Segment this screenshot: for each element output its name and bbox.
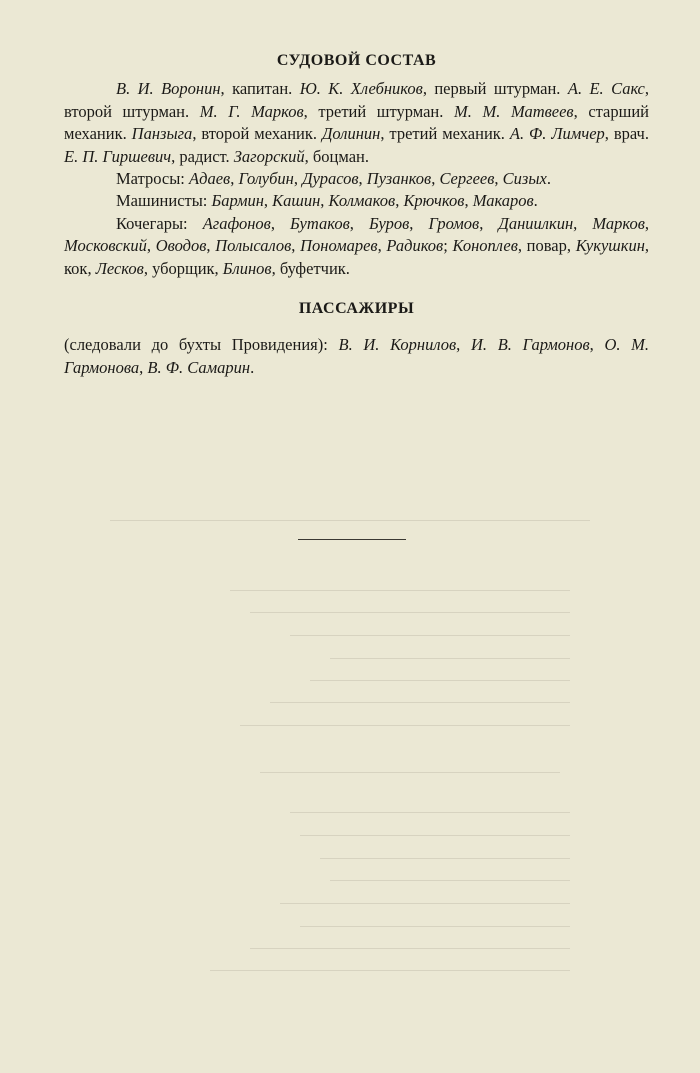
person-name: Громов: [428, 213, 480, 233]
person-name: Полысалов: [215, 236, 292, 256]
name-list: Бармин, Кашин, Колмаков, Крючков, Макаров: [211, 191, 534, 211]
person-name: Адаев: [189, 169, 231, 189]
officer-role: , старший механик.: [64, 101, 650, 144]
officer-role: , третий штурман.: [303, 101, 454, 121]
staff-name: Лесков: [95, 258, 144, 278]
machinists-paragraph: Машинисты: Бармин, Кашин, Колмаков, Крючков, Макаров.: [116, 191, 538, 211]
officer-name: А. Ф. Лимчер: [509, 124, 605, 144]
person-name: В. Ф. Самарин: [147, 357, 251, 377]
officer-role: , второй штурман.: [64, 79, 650, 121]
officer-role: , радист.: [171, 146, 234, 166]
person-name: Колмаков: [328, 191, 396, 211]
crew-heading: СУДОВОЙ СОСТАВ: [276, 52, 437, 69]
staff-role: , кок,: [64, 236, 650, 278]
person-name: Бутаков: [290, 213, 350, 233]
officer-role: , врач.: [604, 124, 649, 144]
officer-role: , второй механик.: [192, 124, 322, 144]
staff-name: Кукушкин: [575, 236, 645, 256]
passengers-paragraph: (следовали до бухты Провидения): В. И. Корнилов, И. В. Гармонов, О. М. Гармонова, В. Ф. Самарин.: [64, 335, 650, 377]
person-name: Марков: [592, 213, 645, 233]
person-name: Макаров: [472, 191, 534, 211]
officer-name: Загорский: [233, 146, 305, 166]
officer-role: , первый штурман.: [422, 79, 568, 99]
name-list: Агафонов, Бутаков, Буров, Громов, Даниилкин, Марков, Московский, Оводов, Полысалов, Пономарев, Радиков: [64, 213, 649, 256]
person-name: Кашин: [272, 191, 321, 211]
machinists-label: Машинисты:: [116, 191, 212, 211]
person-name: Голубин: [238, 169, 294, 189]
person-name: И. В. Гармонов: [470, 335, 590, 355]
stokers-label: Кочегары:: [116, 213, 203, 233]
staff-role: , буфетчик.: [271, 258, 350, 278]
staff-role: , уборщик,: [143, 258, 223, 278]
officers-paragraph: [64, 78, 649, 168]
stokers-paragraph: Кочегары: Агафонов, Бутаков, Буров, Громов, Даниилкин, Марков, Московский, Оводов, Полысалов, Пономарев, Радиков; Коноплев, повар, Кукушкин, кок, Лесков, уборщик, Блинов, буфетчик.: [64, 213, 650, 278]
person-name: Радиков: [386, 236, 444, 256]
person-name: Сизых: [502, 169, 547, 189]
officer-name: Ю. К. Хлебников: [299, 79, 423, 99]
officer-name: Е. П. Гиршевич: [64, 146, 172, 166]
person-name: Крючков: [403, 191, 465, 211]
officer-name: В. И. Воронин: [116, 79, 221, 99]
person-name: Пономарев: [300, 236, 378, 256]
person-name: В. И. Корнилов: [338, 335, 457, 355]
person-name: Даниилкин: [498, 213, 574, 233]
person-name: О. М. Гармонова: [64, 335, 650, 377]
officer-role: , капитан.: [220, 79, 300, 99]
sailors-paragraph: Матросы: Адаев, Голубин, Дурасов, Пузанков, Сергеев, Сизых.: [116, 169, 551, 189]
sailors-label: Матросы:: [116, 169, 190, 189]
staff-name: Коноплев: [452, 236, 518, 256]
name-list: В. И. Корнилов, И. В. Гармонов, О. М. Гармонова, В. Ф. Самарин: [64, 335, 650, 377]
officer-role: , боцман.: [304, 146, 369, 166]
officer-name: Панзыга: [131, 124, 193, 144]
staff-name: Блинов: [222, 258, 272, 278]
staff-role: , повар,: [517, 236, 576, 256]
person-name: Пузанков: [366, 169, 432, 189]
passengers-heading: ПАССАЖИРЫ: [298, 300, 415, 318]
name-list: Адаев, Голубин, Дурасов, Пузанков, Сергеев, Сизых: [189, 169, 547, 189]
person-name: Московский: [64, 236, 147, 256]
section-divider-rule: [298, 539, 406, 540]
person-name: Агафонов: [202, 213, 271, 233]
person-name: Бармин: [211, 191, 264, 211]
officer-name: М. Г. Марков: [199, 101, 304, 121]
person-name: Оводов: [155, 236, 207, 256]
person-name: Буров: [368, 213, 410, 233]
text-column: [64, 40, 649, 379]
person-name: Дурасов: [302, 169, 359, 189]
officer-name: М. М. Матвеев: [453, 101, 574, 121]
person-name: Сергеев: [439, 169, 495, 189]
passengers-intro: (следовали до бухты Провидения):: [64, 335, 339, 355]
officer-role: , третий механик.: [380, 124, 510, 144]
officer-name: А. Е. Сакс: [567, 79, 645, 99]
officer-name: Долинин: [321, 124, 381, 144]
